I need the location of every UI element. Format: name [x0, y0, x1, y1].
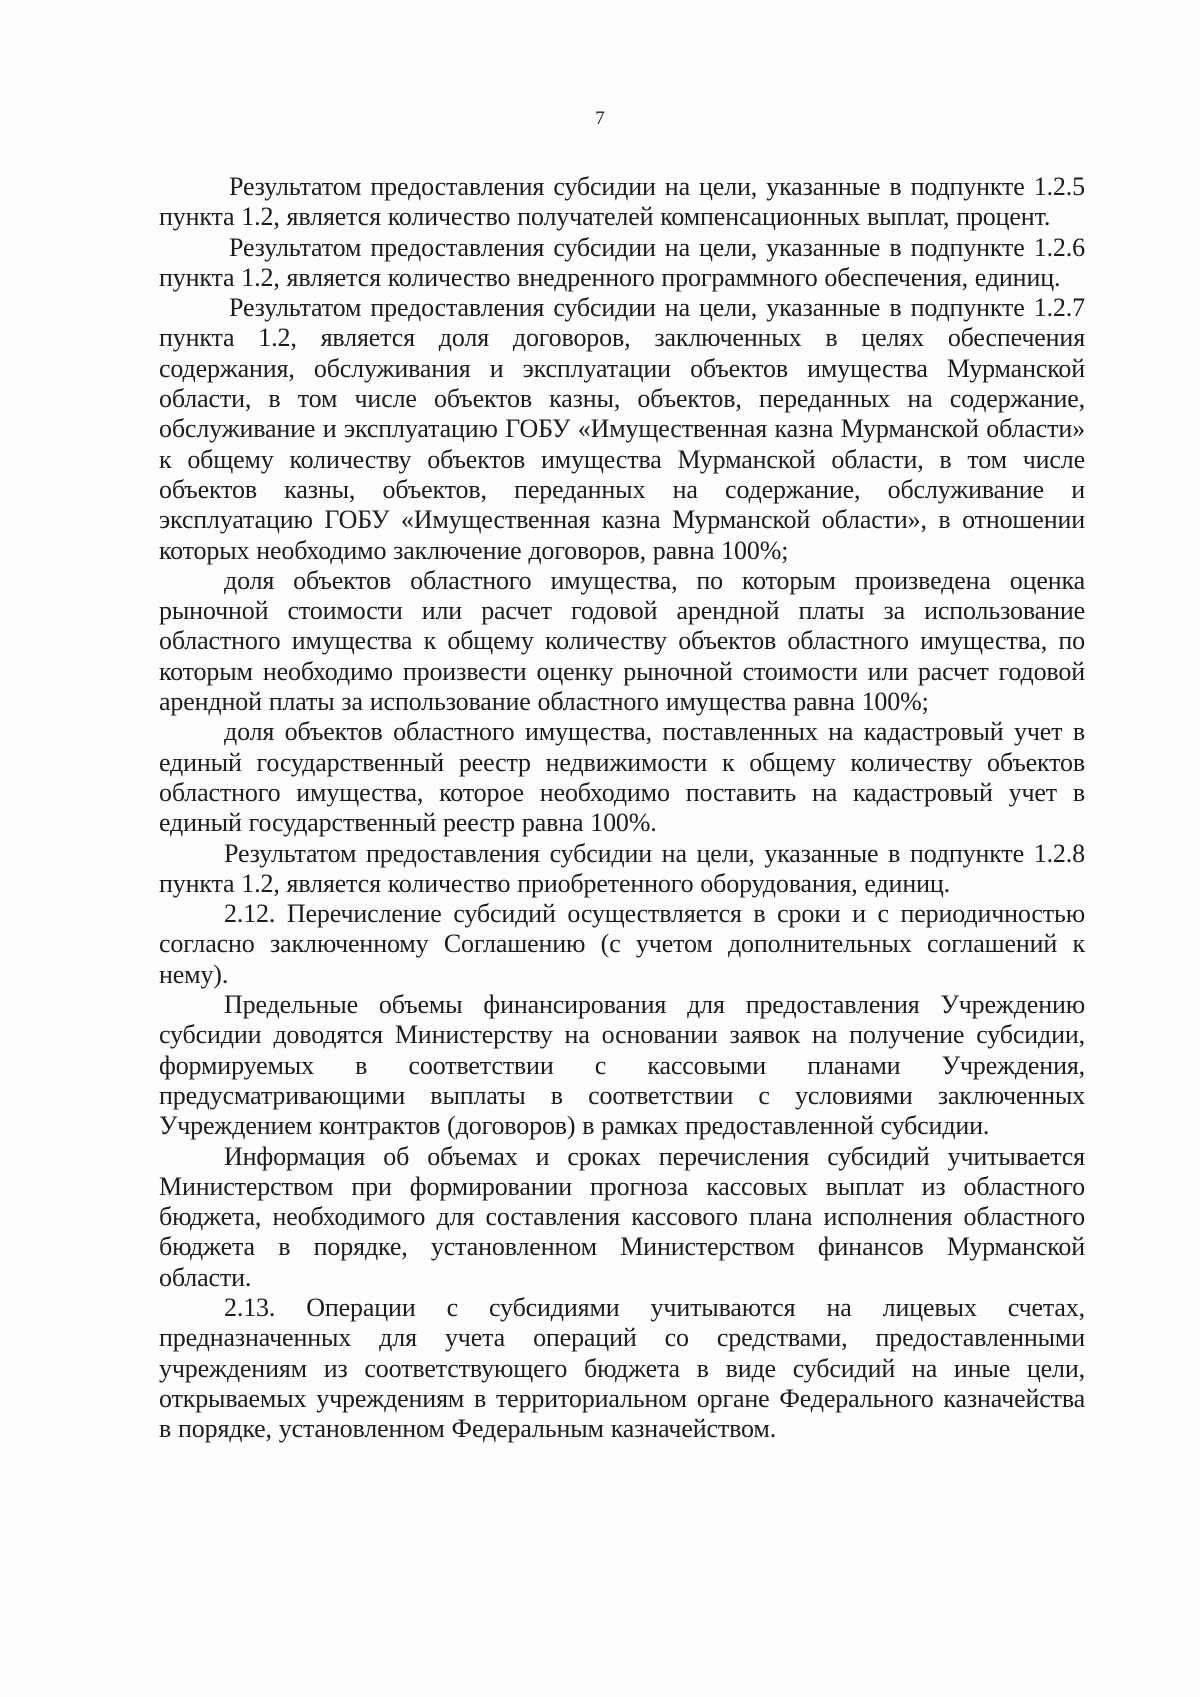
paragraph-result-1-2-5: Результатом предоставления субсидии на цели, указанные в подпункте 1.2.5 пункта 1.2, является количество получателей компенсационных выплат, процент. — [159, 172, 1085, 232]
paragraph-result-1-2-6: Результатом предоставления субсидии на цели, указанные в подпункте 1.2.6 пункта 1.2, является количество внедренного программного обеспечения, единиц. — [159, 232, 1085, 292]
document-body — [159, 172, 1085, 1444]
paragraph-financing-limits: Предельные объемы финансирования для предоставления Учреждению субсидии доводятся Министерству на основании заявок на получение субсидии, формируемых в соответствии с кассовыми планами Учреждения, предусматривающими выплаты в соответствии с условиями заключенных Учреждением контрактов (договоров) в рамках предоставленной субсидии. — [159, 990, 1085, 1141]
paragraph-clause-2-12: 2.12. Перечисление субсидий осуществляется в сроки и с периодичностью согласно заключенному Соглашению (с учетом дополнительных соглашений к нему). — [159, 899, 1085, 989]
paragraph-clause-2-13: 2.13. Операции с субсидиями учитываются на лицевых счетах, предназначенных для учета операций со средствами, предоставленными учреждениям из соответствующего бюджета в виде субсидий на иные цели, открываемых учреждениям в территориальном органе Федерального казначейства в порядке, установленном Федеральным казначейством. — [159, 1292, 1085, 1444]
paragraph-result-1-2-8: Результатом предоставления субсидии на цели, указанные в подпункте 1.2.8 пункта 1.2, является количество приобретенного оборудования, единиц. — [159, 838, 1085, 898]
paragraph-share-valuation: доля объектов областного имущества, по которым произведена оценка рыночной стоимости или расчет годовой арендной платы за использование областного имущества к общему количеству объектов областного имущества, по которым необходимо произвести оценку рыночной стоимости или расчет годовой арендной платы за использование областного имущества равна 100%; — [159, 565, 1085, 717]
paragraph-share-cadastral: доля объектов областного имущества, поставленных на кадастровый учет в единый государственный реестр недвижимости к общему количеству объектов областного имущества, которое необходимо поставить на кадастровый учет в единый государственный реестр равна 100%. — [159, 717, 1085, 838]
paragraph-transfer-info: Информация об объемах и сроках перечисления субсидий учитывается Министерством при формировании прогноза кассовых выплат из областного бюджета, необходимого для составления кассового плана исполнения областного бюджета в порядке, установленном Министерством финансов Мурманской области. — [159, 1141, 1085, 1292]
paragraph-result-1-2-7: Результатом предоставления субсидии на цели, указанные в подпункте 1.2.7 пункта 1.2, является доля договоров, заключенных в целях обеспечения содержания, обслуживания и эксплуатации объектов имущества Мурманской области, в том числе объектов казны, объектов, переданных на содержание, обслуживание и эксплуатацию ГОБУ «Имущественная казна Мурманской области» к общему количеству объектов имущества Мурманской области, в том числе объектов казны, объектов, переданных на содержание, обслуживание и эксплуатацию ГОБУ «Имущественная казна Мурманской области», в отношении которых необходимо заключение договоров, равна 100%; — [159, 293, 1085, 565]
page-number: 7 — [595, 108, 605, 129]
